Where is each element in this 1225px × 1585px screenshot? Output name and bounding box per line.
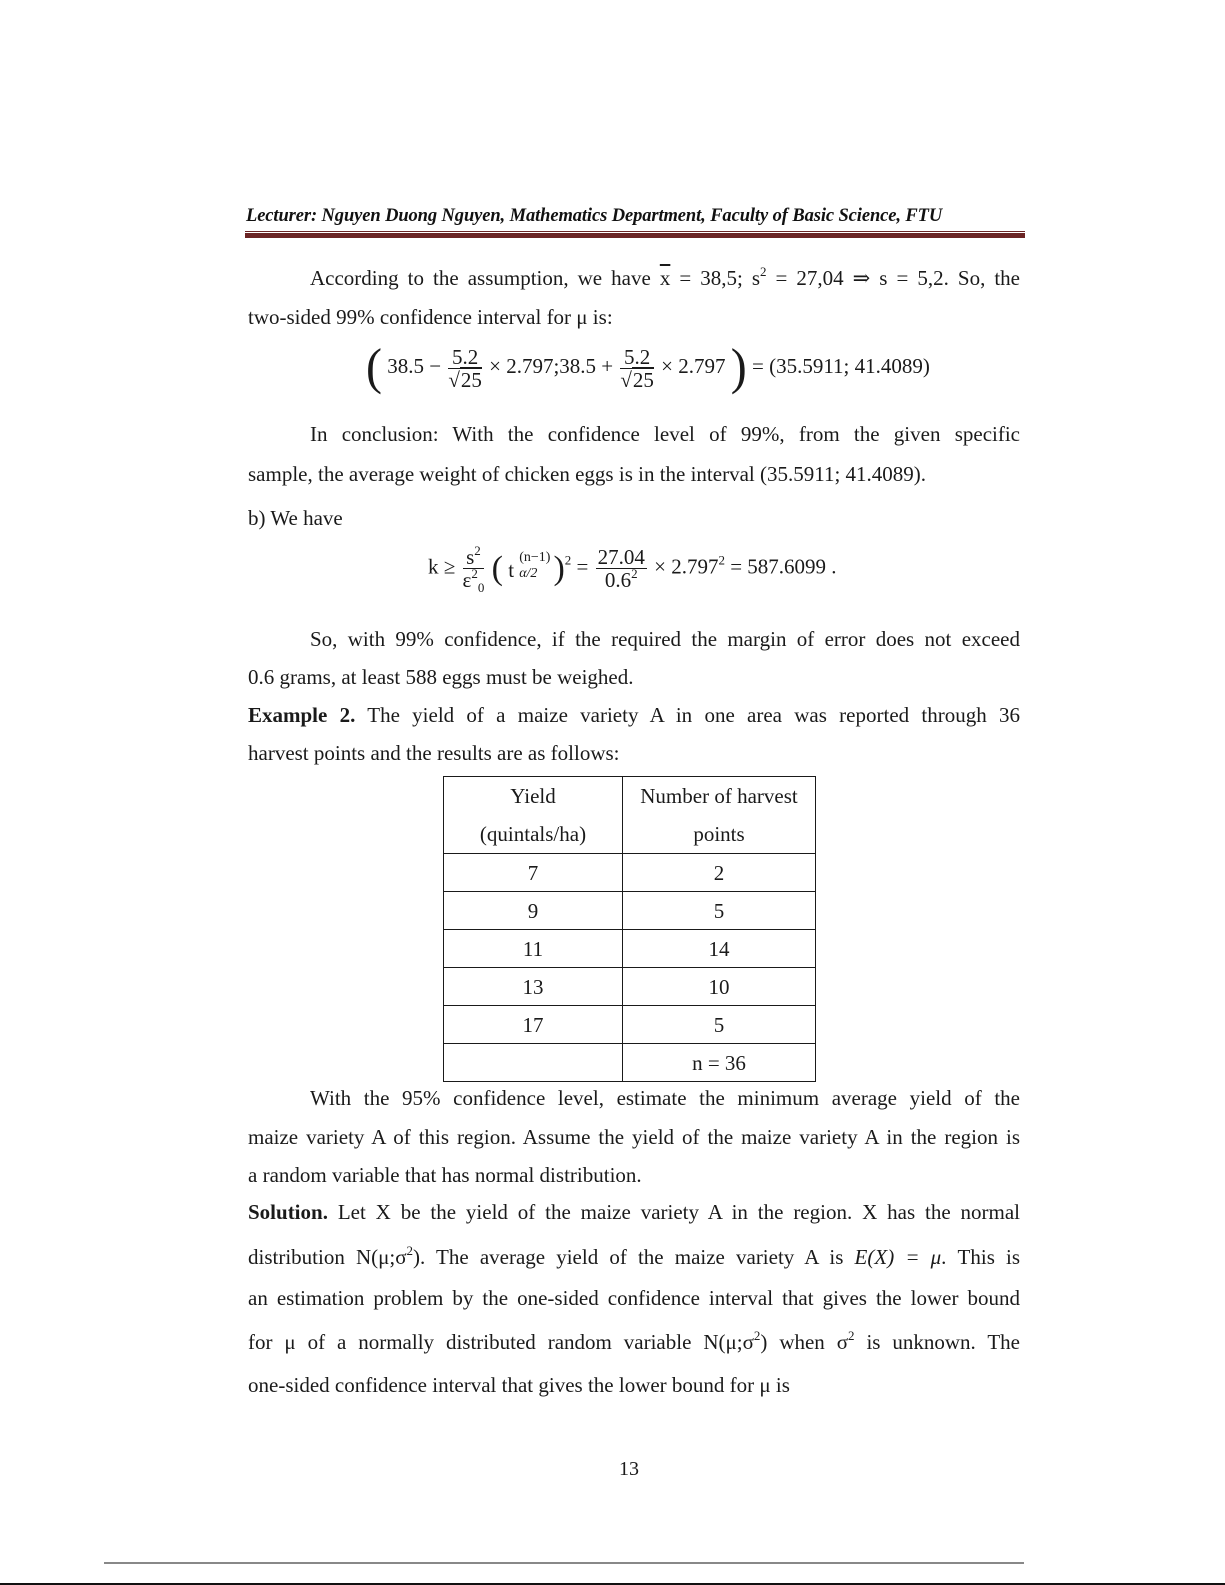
numerator: 27.04 <box>597 545 645 569</box>
table-row <box>444 892 816 930</box>
paragraph-task-line3: a random variable that has normal distribution. <box>248 1163 642 1187</box>
header-line: points <box>693 822 745 846</box>
part-b-heading: b) We have <box>248 506 343 530</box>
paragraph-so-line2: 0.6 grams, at least 588 eggs must be weighed. <box>248 665 634 689</box>
table-cell: 17 <box>444 1006 623 1044</box>
fraction <box>448 346 482 391</box>
example-2-line2: harvest points and the results are as follows: <box>248 741 620 765</box>
table-row <box>444 1006 816 1044</box>
table-cell: 2 <box>623 854 816 892</box>
table-cell: 9 <box>444 892 623 930</box>
superscript: 2 <box>848 1328 855 1343</box>
paragraph-assumption-line1 <box>248 266 1020 290</box>
denominator <box>462 566 485 595</box>
text: = 38,5; s <box>670 266 761 290</box>
solution-line2 <box>248 1245 1020 1269</box>
text: Let X be the yield of the maize variety A in the region. X has the normal <box>327 1200 1020 1224</box>
solution-line5: one-sided confidence interval that gives the lower bound for μ is <box>248 1373 790 1397</box>
paragraph-conclusion-line2: sample, the average weight of chicken eggs is in the interval (35.5911; 41.4089). <box>248 462 927 486</box>
left-paren: ( <box>366 339 382 396</box>
fraction <box>620 346 654 391</box>
numerator: 5.2 <box>620 346 654 369</box>
right-paren: ) <box>730 339 747 396</box>
running-header: Lecturer: Nguyen Duong Nguyen, Mathematics Department, Faculty of Basic Science, FTU <box>246 206 943 226</box>
solution-line4 <box>248 1330 1020 1354</box>
table-cell <box>444 1044 623 1082</box>
header-line: Yield <box>510 784 556 808</box>
paragraph-task-line2: maize variety A of this region. Assume the yield of the maize variety A in the region is <box>248 1125 1020 1149</box>
equals: = <box>576 554 589 579</box>
numerator: 5.2 <box>448 346 482 369</box>
denominator: √25 <box>448 367 482 392</box>
yield-table <box>443 776 816 1082</box>
page-number: 13 <box>619 1458 639 1480</box>
paragraph-task-line1: With the 95% confidence level, estimate the minimum average yield of the <box>310 1086 1020 1110</box>
solution-line3: an estimation problem by the one-sided confidence interval that gives the lower bound <box>248 1286 1020 1310</box>
example-label: Example 2. <box>248 703 356 727</box>
text: for μ of a normally distributed random variable N(μ;σ <box>248 1330 754 1354</box>
header-rule-thick <box>245 233 1025 238</box>
formula-result: = (35.5911; 41.4089) <box>752 353 930 378</box>
table-cell: 11 <box>444 930 623 968</box>
text: is unknown. The <box>854 1330 1020 1354</box>
expectation-expression: E(X) = μ <box>854 1245 942 1269</box>
table-cell: 14 <box>623 930 816 968</box>
table-row <box>444 968 816 1006</box>
table-cell: 10 <box>623 968 816 1006</box>
text: . This is <box>941 1245 1021 1269</box>
s: s <box>466 545 475 569</box>
superscript: 2 <box>631 566 638 581</box>
fraction <box>596 546 647 591</box>
table-total-row <box>444 1044 816 1082</box>
table-header-harvest-points <box>623 777 816 854</box>
table-row <box>444 930 816 968</box>
formula-term: × 2.797;38.5 + <box>489 353 614 378</box>
text: ) when σ <box>760 1330 849 1354</box>
text: distribution N(μ;σ <box>248 1245 407 1269</box>
solution-label: Solution. <box>248 1200 328 1224</box>
header-rule-thin <box>245 231 1025 232</box>
superscript: 2 <box>474 543 481 558</box>
table-cell: 13 <box>444 968 623 1006</box>
formula-term: × 2.797 <box>661 353 726 378</box>
left-paren: ( <box>491 549 503 587</box>
formula-term: k ≥ <box>428 554 456 579</box>
table-cell: 5 <box>623 1006 816 1044</box>
text: = 27,04 ⇒ s = 5,2. So, the <box>766 266 1021 290</box>
table-row <box>444 854 816 892</box>
table-cell: 7 <box>444 854 623 892</box>
superscript: 2 <box>753 1328 761 1343</box>
t: t <box>508 557 515 582</box>
header-line: Number of harvest <box>640 784 798 808</box>
denominator <box>596 566 647 592</box>
example-2-line1 <box>248 703 1020 727</box>
subscript: 0 <box>477 580 485 595</box>
paragraph-assumption-line2: two-sided 99% confidence interval for μ is: <box>248 305 613 329</box>
superscript: 2 <box>471 566 478 581</box>
sqrt-value: 25 <box>632 367 654 392</box>
paragraph-conclusion-line1: In conclusion: With the confidence level of 99%, from the given specific <box>310 422 1020 446</box>
formula-term: × 2.797 <box>654 554 719 579</box>
sample-size-formula <box>428 543 837 595</box>
formula-result: = 587.6099 . <box>730 554 837 579</box>
table-cell: 5 <box>623 892 816 930</box>
confidence-interval-formula <box>366 339 930 396</box>
superscript: 2 <box>760 264 767 279</box>
x-bar: $\overline{x}$ <box>659 266 671 290</box>
superscript: (n−1) <box>519 549 551 565</box>
t-quantile <box>508 549 551 586</box>
fraction <box>462 543 485 595</box>
right-paren: ) <box>553 549 565 587</box>
superscript: 2 <box>718 552 725 568</box>
superscript: 2 <box>564 552 572 568</box>
table-header-yield <box>444 777 623 854</box>
text: The yield of a maize variety A in one area was reported through 36 <box>355 703 1020 727</box>
superscript: 2 <box>406 1243 414 1258</box>
value: 0.6 <box>604 568 632 592</box>
epsilon: ε <box>462 568 472 592</box>
table-header-row <box>444 777 816 854</box>
table-cell: n = 36 <box>623 1044 816 1082</box>
text: ). The average yield of the maize variety A is <box>413 1245 855 1269</box>
text: According to the assumption, we have <box>310 266 660 290</box>
solution-line1 <box>248 1200 1020 1224</box>
paragraph-so-line1: So, with 99% confidence, if the required the margin of error does not exceed <box>310 627 1020 651</box>
formula-term: 38.5 − <box>387 353 442 378</box>
page-bottom-rule <box>104 1562 1024 1564</box>
denominator: √25 <box>620 367 654 392</box>
sqrt-value: 25 <box>460 367 482 392</box>
header-line: (quintals/ha) <box>479 822 587 846</box>
subscript: α/2 <box>519 565 538 581</box>
